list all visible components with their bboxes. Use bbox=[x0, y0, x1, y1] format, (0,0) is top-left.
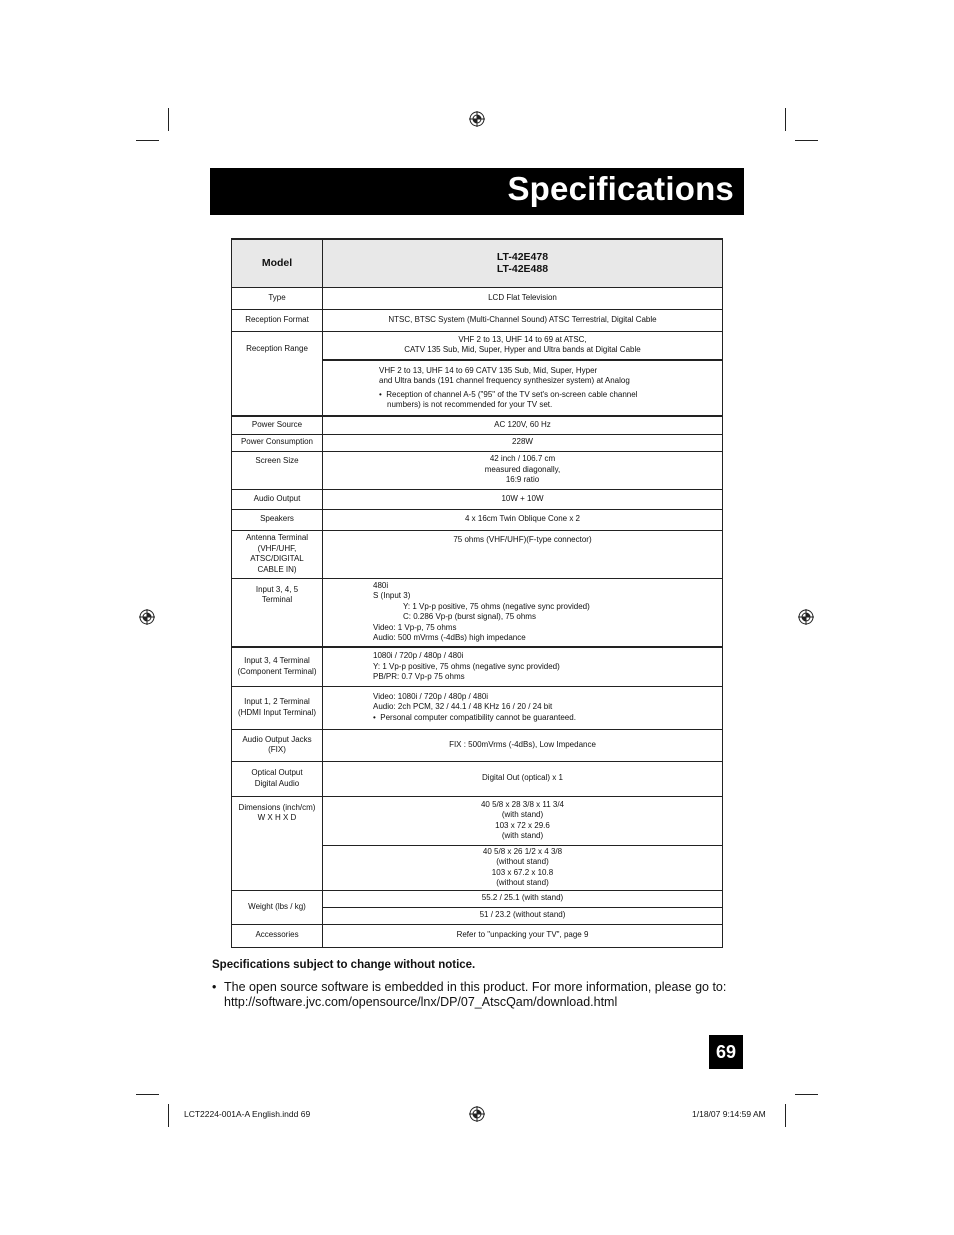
dimensions-line: (with stand) bbox=[501, 831, 544, 840]
reception-range-note: • Reception of channel A-5 ("95" of the TV set's on-screen cable channel bbox=[379, 389, 638, 399]
audio-jacks-label bbox=[232, 729, 323, 761]
input-12-line: Audio: 2ch PCM, 32 / 44.1 / 48 KHz 16 / 20 / 24 bit bbox=[373, 702, 553, 712]
table-row bbox=[232, 578, 723, 647]
dimensions-label-line: Dimensions (inch/cm) bbox=[238, 802, 316, 812]
reception-range-note-line: numbers) is not recommended for your TV set. bbox=[387, 400, 553, 409]
input-12-line: Personal computer compatibility cannot be guaranteed. bbox=[380, 712, 576, 722]
model-label: Model bbox=[232, 239, 323, 287]
dimensions-with-stand bbox=[323, 796, 723, 845]
input-34-line: Y: 1 Vp-p positive, 75 ohms (negative sync provided) bbox=[373, 661, 560, 671]
dimensions-line: (with stand) bbox=[501, 810, 544, 819]
speakers-value: 4 x 16cm Twin Oblique Cone x 2 bbox=[323, 509, 723, 530]
input-345-line: Audio: 500 mVrms (-4dBs) high impedance bbox=[373, 633, 526, 643]
table-row bbox=[232, 434, 723, 451]
antenna-terminal-value: 75 ohms (VHF/UHF)(F-type connector) bbox=[323, 530, 723, 578]
reception-range-note-line: Reception of channel A-5 ("95" of the TV set's on-screen cable channel bbox=[386, 389, 638, 399]
table-row bbox=[232, 331, 723, 360]
model-value-1: LT-42E478 bbox=[496, 251, 549, 264]
footer-date: 1/18/07 9:14:59 AM bbox=[692, 1109, 766, 1119]
dimensions-label bbox=[232, 796, 323, 890]
antenna-terminal-label bbox=[232, 530, 323, 578]
open-source-text: The open source software is embedded in this product. For more information, please go to: bbox=[224, 980, 727, 994]
input-34-label-line: Input 3, 4 Terminal bbox=[244, 656, 310, 666]
antenna-label-line: Antenna Terminal bbox=[245, 533, 309, 542]
input-345-line: Video: 1 Vp-p, 75 ohms bbox=[373, 622, 457, 632]
input-12-label bbox=[232, 686, 323, 729]
footer-filename: LCT2224-001A-A English.indd 69 bbox=[184, 1109, 311, 1119]
power-consumption-label: Power Consumption bbox=[232, 434, 323, 451]
table-row bbox=[232, 309, 723, 331]
input-345-value bbox=[323, 578, 723, 647]
input-345-line: C: 0.286 Vp-p (burst signal), 75 ohms bbox=[403, 612, 536, 622]
reception-format-label: Reception Format bbox=[232, 309, 323, 331]
screen-size-line: measured diagonally, bbox=[484, 464, 561, 474]
audio-jacks-label-line: (FIX) bbox=[268, 745, 286, 754]
dimensions-line: (without stand) bbox=[496, 857, 549, 866]
registration-mark-icon bbox=[798, 609, 814, 625]
change-notice: Specifications subject to change without notice. bbox=[212, 959, 476, 971]
screen-size-value bbox=[323, 451, 723, 489]
table-row bbox=[232, 796, 723, 845]
input-345-line: 480i bbox=[373, 580, 389, 590]
crop-mark bbox=[785, 108, 786, 131]
audio-output-label: Audio Output bbox=[232, 489, 323, 509]
crop-mark bbox=[785, 1104, 786, 1127]
crop-mark bbox=[136, 140, 159, 141]
crop-mark bbox=[168, 108, 169, 131]
table-row bbox=[232, 489, 723, 509]
input-345-line: S (Input 3) bbox=[373, 591, 411, 601]
input-34-label-line: (Component Terminal) bbox=[237, 666, 317, 676]
page-title: Specifications bbox=[507, 170, 734, 207]
speakers-label: Speakers bbox=[232, 509, 323, 530]
antenna-label-line: CABLE IN) bbox=[257, 564, 297, 574]
input-34-value bbox=[323, 647, 723, 686]
dimensions-line: (without stand) bbox=[496, 878, 549, 887]
table-row bbox=[232, 451, 723, 489]
registration-mark-icon bbox=[139, 609, 155, 625]
input-345-label-line: Terminal bbox=[261, 595, 293, 604]
reception-range-digital bbox=[323, 331, 723, 360]
antenna-label-line: ATSC/DIGITAL bbox=[250, 554, 304, 563]
dimensions-line: 103 x 67.2 x 10.8 bbox=[491, 867, 554, 877]
table-row bbox=[232, 761, 723, 796]
input-12-label-line: (HDMI Input Terminal) bbox=[237, 707, 317, 717]
input-345-label bbox=[232, 578, 323, 647]
registration-mark-icon bbox=[469, 111, 485, 127]
crop-mark bbox=[168, 1104, 169, 1127]
optical-output-value: Digital Out (optical) x 1 bbox=[323, 761, 723, 796]
specifications-table bbox=[231, 238, 723, 948]
input-12-value bbox=[323, 686, 723, 729]
reception-range-analog-line: VHF 2 to 13, UHF 14 to 69 CATV 135 Sub, Mid, Super, Hyper bbox=[379, 365, 598, 375]
type-value: LCD Flat Television bbox=[323, 287, 723, 309]
audio-jacks-value: FIX : 500mVrms (-4dBs), Low Impedance bbox=[323, 729, 723, 761]
reception-range-digital-line: CATV 135 Sub, Mid, Super, Hyper and Ultra bands at Digital Cable bbox=[404, 345, 641, 355]
table-row bbox=[232, 924, 723, 947]
model-value-2: LT-42E488 bbox=[496, 263, 549, 276]
accessories-value: Refer to "unpacking your TV", page 9 bbox=[323, 924, 723, 947]
open-source-notice bbox=[212, 980, 752, 1010]
accessories-label: Accessories bbox=[232, 924, 323, 947]
table-row bbox=[232, 686, 723, 729]
dimensions-line: 40 5/8 x 28 3/8 x 11 3/4 bbox=[480, 799, 565, 809]
table-row bbox=[232, 239, 723, 287]
dimensions-without-stand bbox=[323, 845, 723, 890]
input-345-line: Y: 1 Vp-p positive, 75 ohms (negative sync provided) bbox=[403, 601, 590, 611]
screen-size-line: 16:9 ratio bbox=[505, 475, 540, 485]
model-value bbox=[323, 239, 723, 287]
input-34-line: 1080i / 720p / 480p / 480i bbox=[373, 651, 464, 660]
dimensions-line: 103 x 72 x 29.6 bbox=[495, 820, 550, 830]
table-row bbox=[232, 416, 723, 434]
power-source-label: Power Source bbox=[232, 416, 323, 434]
input-12-label-line: Input 1, 2 Terminal bbox=[244, 697, 310, 706]
reception-range-analog-line: and Ultra bands (191 channel frequency synthesizer system) at Analog bbox=[379, 376, 630, 385]
registration-mark-icon bbox=[469, 1106, 485, 1122]
type-label: Type bbox=[232, 287, 323, 309]
power-consumption-value: 228W bbox=[323, 434, 723, 451]
input-12-line: Video: 1080i / 720p / 480p / 480i bbox=[373, 691, 489, 701]
table-row bbox=[232, 509, 723, 530]
optical-label-line: Digital Audio bbox=[254, 778, 300, 788]
dimensions-line: 40 5/8 x 26 1/2 x 4 3/8 bbox=[482, 846, 563, 856]
audio-output-value: 10W + 10W bbox=[323, 489, 723, 509]
table-row bbox=[232, 647, 723, 686]
dimensions-label-line: W X H X D bbox=[257, 813, 297, 822]
crop-mark bbox=[136, 1094, 159, 1095]
input-34-label bbox=[232, 647, 323, 686]
crop-mark bbox=[795, 140, 818, 141]
weight-with-stand: 55.2 / 25.1 (with stand) bbox=[323, 890, 723, 907]
antenna-label-line: (VHF/UHF, bbox=[257, 543, 297, 553]
table-row bbox=[232, 890, 723, 907]
weight-without-stand: 51 / 23.2 (without stand) bbox=[323, 907, 723, 924]
reception-range-label-text: Reception Range bbox=[246, 343, 308, 353]
screen-size-label: Screen Size bbox=[232, 451, 323, 489]
weight-label: Weight (lbs / kg) bbox=[232, 890, 323, 924]
input-34-line: PB/PR: 0.7 Vp-p 75 ohms bbox=[373, 672, 465, 681]
page-header bbox=[210, 168, 744, 215]
bullet: • bbox=[212, 980, 217, 994]
table-row bbox=[232, 530, 723, 578]
reception-range-digital-line: VHF 2 to 13, UHF 14 to 69 at ATSC, bbox=[458, 334, 587, 344]
optical-label-line: Optical Output bbox=[251, 768, 303, 777]
screen-size-line: 42 inch / 106.7 cm bbox=[489, 454, 556, 464]
optical-output-label bbox=[232, 761, 323, 796]
crop-mark bbox=[795, 1094, 818, 1095]
page-number: 69 bbox=[709, 1035, 743, 1069]
input-345-label-line: Input 3, 4, 5 bbox=[255, 584, 299, 594]
table-row bbox=[232, 729, 723, 761]
input-12-note: • Personal computer compatibility cannot be guaranteed. bbox=[373, 712, 576, 722]
reception-range-label bbox=[232, 331, 323, 416]
reception-range-analog bbox=[323, 360, 723, 416]
table-row bbox=[232, 287, 723, 309]
audio-jacks-label-line: Audio Output Jacks bbox=[242, 734, 312, 744]
open-source-url: http://software.jvc.com/opensource/lnx/DP/07_AtscQam/download.html bbox=[224, 995, 618, 1009]
reception-format-value: NTSC, BTSC System (Multi-Channel Sound) ATSC Terrestrial, Digital Cable bbox=[323, 309, 723, 331]
power-source-value: AC 120V, 60 Hz bbox=[323, 416, 723, 434]
